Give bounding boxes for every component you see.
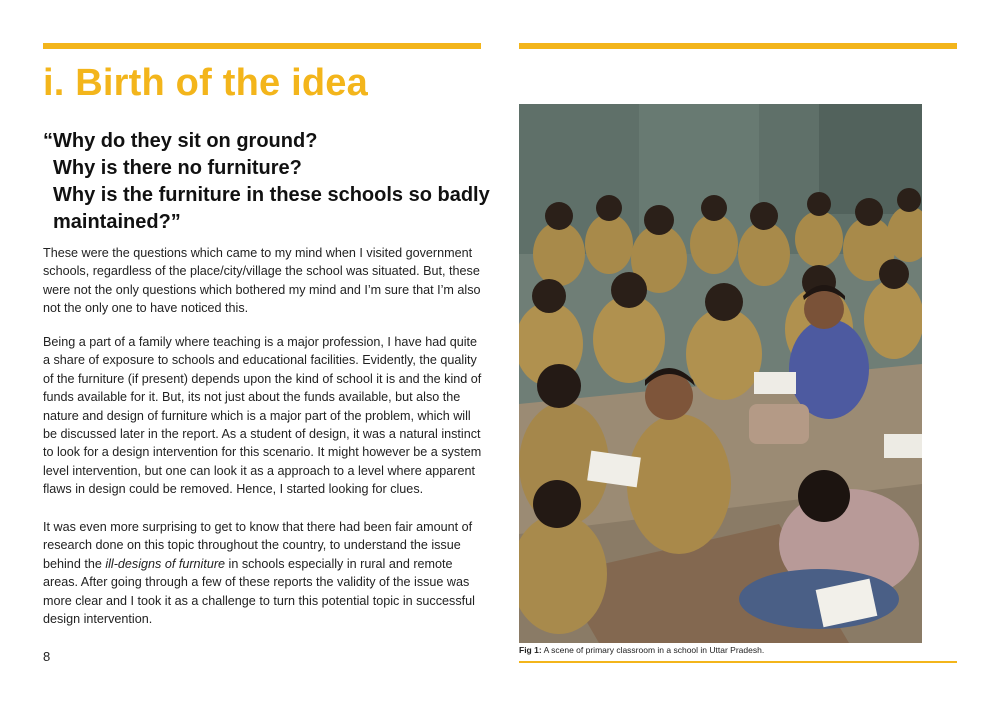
paragraph-2: Being a part of a family where teaching is a major profession, I have had quite a share of exposure to schools and educational facilities. Evidently, the quality of the furniture (if present) depends upon the kind of school it is and the kind of funds available for it. But, its not just about the funds available, but also the nature and design of furniture which is a major part of the problem, which will be discussed later in the report. As a student of design, it was a natural instinct to look for a design intervention for this scenario. It might however be a system level intervention, but one can look it as a approach to a level where apparent flaws in design could be removed. Hence, I started looking for clues. [43,335,482,497]
classroom-photo [519,104,922,643]
paragraph-3-text-end: in schools especially in rural and remote areas. After going through a few of these reports the validity of the issue was more clear and I took it as a challenge to turn this potential topic in successful design intervention. [43,556,475,627]
quote-line: maintained?” [53,211,181,233]
bottom-rule-right [519,661,957,663]
figure-caption [519,645,957,655]
paragraph-1: These were the questions which came to my mind when I visited government schools, regardless of the place/city/village the school was situated. But, these were not the only questions which bothered my mind and I’m sure that I’m also not the only one to have noticed this. [43,246,481,316]
section-title: i. Birth of the idea [43,62,368,104]
pull-quote [43,128,493,236]
page-number: 8 [43,649,51,664]
paragraph-3 [43,518,483,628]
top-rule-left [43,43,481,49]
paragraph-3-emphasis: ill-designs of furniture [105,556,226,571]
quote-line: “Why do they sit on ground? [43,130,318,152]
quote-line: Why is there no furniture? [53,157,302,179]
top-rule-right [519,43,957,49]
quote-line: Why is the furniture in these schools so badly [53,184,490,206]
paragraph-3-text: It was even more surprising to get to know that there had been fair amount of research done on this topic throughout the country, to understand the issue behind the [43,520,473,571]
figure-caption-text: A scene of primary classroom in a school in Uttar Pradesh. [541,645,765,655]
figure-label: Fig 1: [519,645,542,655]
